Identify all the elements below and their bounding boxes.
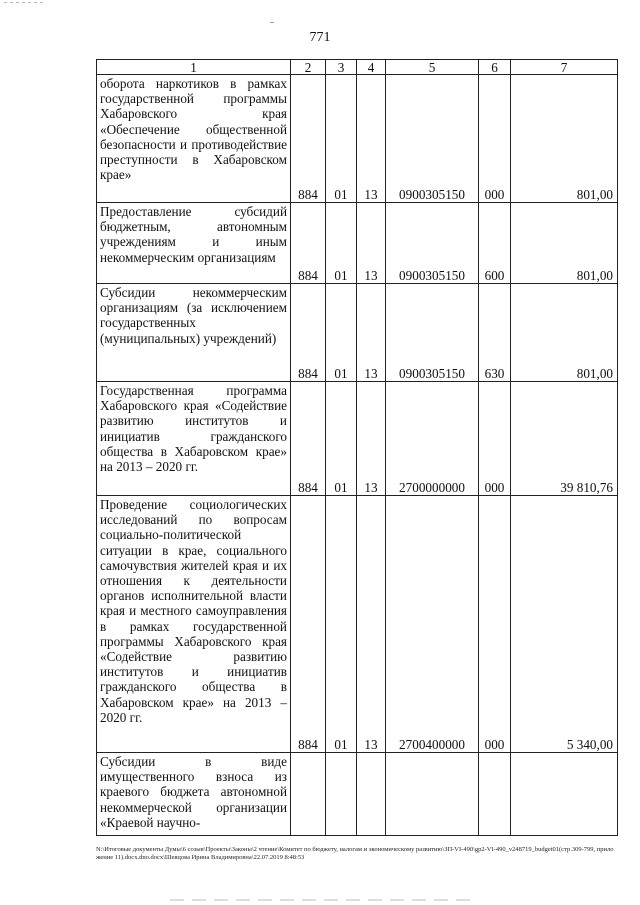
cell-grbs: 884 [291,284,326,382]
cell-rz: 01 [326,203,357,284]
file-path-footer: N:\Итоговые документы Думы\6 созыв\Проекты\Законы\2 чтение\Комитет по бюджету, налогам и экономическому развитию\ЗП-VI-490\gp2-VI-490_v248719_budget01(стр.309-799, приложение 11).docx.dno.docx\Шевцова Ирина Владимировна\22.07.2019 8:48:53 [96,846,614,861]
cell-grbs: 884 [291,382,326,496]
row-name: Предоставление субсидий бюджетным, автономным учреждениям и иным некоммерческим организациям [97,203,291,284]
scan-artifact [4,2,44,3]
header-cell: 4 [357,60,386,75]
row-name: Проведение социологических исследований по вопросам социально-политической ситуации в крае, социального самочувствия жителей края и их отношения к деятельности органов исполнительной власти края и местного самоуправления в рамках государственной программы Хабаровского края «Содействие развитию институтов и инициатив гражданского общества в Хабаровском крае» на 2013 – 2020 гг. [97,496,291,753]
row-name: Субсидии в виде имущественного взноса из краевого бюджета автономной некоммерческой организации «Краевой научно- [97,753,291,836]
cell-pr: 13 [357,382,386,496]
cell-vr [479,753,511,836]
table-header-row [97,60,618,75]
cell-grbs: 884 [291,203,326,284]
cell-vr: 000 [479,75,511,203]
cell-pr: 13 [357,203,386,284]
cell-vr: 600 [479,203,511,284]
cell-grbs: 884 [291,496,326,753]
cell-csr: 2700000000 [386,382,479,496]
cell-sum: 39 810,76 [511,382,618,496]
cell-grbs: 884 [291,75,326,203]
cell-sum [511,753,618,836]
cell-pr: 13 [357,75,386,203]
cell-rz: 01 [326,496,357,753]
header-cell: 7 [511,60,618,75]
table-row [97,284,618,382]
cell-csr: 0900305150 [386,284,479,382]
cell-pr [357,753,386,836]
cell-rz: 01 [326,75,357,203]
cell-rz [326,753,357,836]
table-row [97,496,618,753]
row-name: оборота наркотиков в рамках государственной программы Хабаровского края «Обеспечение общественной безопасности и противодействие преступности в Хабаровском крае» [97,75,291,203]
cell-csr: 0900305150 [386,75,479,203]
budget-table [96,59,618,836]
cell-csr: 2700400000 [386,496,479,753]
scan-artifact [270,22,274,23]
table-row [97,753,618,836]
table-row [97,382,618,496]
cell-vr: 000 [479,382,511,496]
cell-csr: 0900305150 [386,203,479,284]
header-cell: 1 [97,60,291,75]
cell-pr: 13 [357,284,386,382]
cell-grbs [291,753,326,836]
cell-sum: 801,00 [511,284,618,382]
cell-rz: 01 [326,382,357,496]
header-cell: 3 [326,60,357,75]
cell-pr: 13 [357,496,386,753]
header-cell: 5 [386,60,479,75]
row-name: Государственная программа Хабаровского края «Содействие развитию институтов и инициатив гражданского общества в Хабаровском крае» на 2013 – 2020 гг. [97,382,291,496]
cell-rz: 01 [326,284,357,382]
table-row [97,75,618,203]
cell-csr [386,753,479,836]
cell-sum: 801,00 [511,203,618,284]
cell-sum: 5 340,00 [511,496,618,753]
cell-vr: 000 [479,496,511,753]
cell-vr: 630 [479,284,511,382]
cell-sum: 801,00 [511,75,618,203]
header-cell: 6 [479,60,511,75]
page-number: 771 [309,30,331,45]
header-cell: 2 [291,60,326,75]
table-row [97,203,618,284]
row-name: Субсидии некоммерческим организациям (за исключением государственных (муниципальных) учреждений) [97,284,291,382]
scan-artifact [170,899,470,901]
